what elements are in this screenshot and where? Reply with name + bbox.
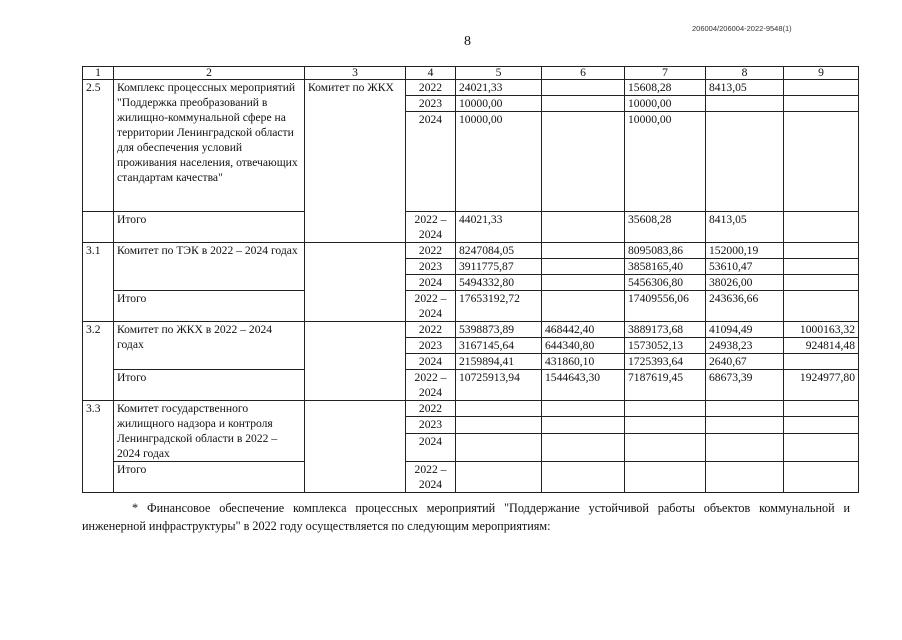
section-name: Комитет по ТЭК в 2022 – 2024 годах [114, 243, 305, 291]
total-row [83, 212, 859, 243]
table-row [83, 80, 859, 96]
value-cell [784, 433, 859, 461]
value-cell: 2159894,41 [456, 354, 542, 370]
table-row [83, 322, 859, 338]
value-cell: 10000,00 [456, 96, 542, 112]
value-cell: 1924977,80 [784, 370, 859, 401]
value-cell [784, 401, 859, 417]
column-header: 5 [456, 67, 542, 80]
value-cell [625, 417, 706, 433]
value-cell [456, 433, 542, 461]
value-cell: 1000163,32 [784, 322, 859, 338]
value-cell [784, 417, 859, 433]
executor-cell: Комитет по ЖКХ [305, 80, 406, 243]
value-cell [784, 112, 859, 212]
value-cell [456, 401, 542, 417]
value-cell: 644340,80 [542, 338, 625, 354]
value-cell: 2640,67 [706, 354, 784, 370]
value-cell [706, 401, 784, 417]
value-cell [542, 259, 625, 275]
value-cell: 17653192,72 [456, 291, 542, 322]
value-cell [706, 112, 784, 212]
executor-cell [305, 322, 406, 401]
year-cell: 2023 [406, 338, 456, 354]
value-cell: 53610,47 [706, 259, 784, 275]
value-cell: 5494332,80 [456, 275, 542, 291]
value-cell: 1725393,64 [625, 354, 706, 370]
year-cell: 2022 [406, 401, 456, 417]
total-label: Итого [114, 291, 305, 322]
column-header: 6 [542, 67, 625, 80]
year-cell: 2024 [406, 275, 456, 291]
year-cell: 2022 [406, 322, 456, 338]
value-cell: 8247084,05 [456, 243, 542, 259]
year-range-cell: 2022 – 2024 [406, 462, 456, 493]
total-label: Итого [114, 370, 305, 401]
column-header: 1 [83, 67, 114, 80]
value-cell [706, 96, 784, 112]
value-cell [542, 417, 625, 433]
value-cell [542, 80, 625, 96]
year-cell: 2023 [406, 96, 456, 112]
value-cell: 8095083,86 [625, 243, 706, 259]
value-cell: 44021,33 [456, 212, 542, 243]
value-cell: 3858165,40 [625, 259, 706, 275]
value-cell: 8413,05 [706, 80, 784, 96]
value-cell: 924814,48 [784, 338, 859, 354]
value-cell [784, 96, 859, 112]
value-cell: 24938,23 [706, 338, 784, 354]
section-name: Комплекс процессных мероприятий "Поддержка преобразований в жилищно-коммунальной сфере на территории Ленинградской области для обеспечения условий проживания населения, отвечающих стандартам качества" [114, 80, 305, 212]
column-header: 3 [305, 67, 406, 80]
value-cell: 1573052,13 [625, 338, 706, 354]
total-row [83, 370, 859, 401]
total-row [83, 291, 859, 322]
value-cell: 3911775,87 [456, 259, 542, 275]
section-number: 3.1 [83, 243, 114, 322]
value-cell [784, 259, 859, 275]
year-range-cell: 2022 – 2024 [406, 212, 456, 243]
value-cell: 41094,49 [706, 322, 784, 338]
value-cell: 468442,40 [542, 322, 625, 338]
page-number: 8 [464, 34, 471, 49]
value-cell: 5398873,89 [456, 322, 542, 338]
value-cell [784, 462, 859, 493]
value-cell [542, 243, 625, 259]
value-cell: 431860,10 [542, 354, 625, 370]
executor-cell [305, 243, 406, 322]
year-cell: 2024 [406, 433, 456, 461]
value-cell [542, 433, 625, 461]
value-cell: 7187619,45 [625, 370, 706, 401]
total-label: Итого [114, 212, 305, 243]
value-cell [784, 80, 859, 96]
year-cell: 2022 [406, 243, 456, 259]
document-id: 206004/206004-2022-9548(1) [692, 24, 792, 33]
year-cell: 2024 [406, 354, 456, 370]
total-row [83, 462, 859, 493]
column-header: 2 [114, 67, 305, 80]
value-cell: 10000,00 [625, 96, 706, 112]
section-name: Комитет по ЖКХ в 2022 – 2024 годах [114, 322, 305, 370]
value-cell: 17409556,06 [625, 291, 706, 322]
value-cell [542, 401, 625, 417]
value-cell: 3889173,68 [625, 322, 706, 338]
value-cell [784, 243, 859, 259]
table-row [83, 401, 859, 417]
year-range-cell: 2022 – 2024 [406, 370, 456, 401]
value-cell: 35608,28 [625, 212, 706, 243]
value-cell [706, 417, 784, 433]
value-cell: 38026,00 [706, 275, 784, 291]
value-cell [542, 212, 625, 243]
value-cell: 10725913,94 [456, 370, 542, 401]
section-number: 3.3 [83, 401, 114, 493]
value-cell: 15608,28 [625, 80, 706, 96]
year-cell: 2022 [406, 80, 456, 96]
value-cell: 3167145,64 [456, 338, 542, 354]
year-cell: 2023 [406, 417, 456, 433]
value-cell: 1544643,30 [542, 370, 625, 401]
column-header: 4 [406, 67, 456, 80]
value-cell: 5456306,80 [625, 275, 706, 291]
value-cell [625, 401, 706, 417]
value-cell [706, 433, 784, 461]
value-cell: 8413,05 [706, 212, 784, 243]
value-cell [542, 291, 625, 322]
year-cell: 2024 [406, 112, 456, 212]
financing-table [82, 66, 859, 493]
column-header: 7 [625, 67, 706, 80]
value-cell: 24021,33 [456, 80, 542, 96]
section-number-blank [83, 212, 114, 243]
table-row [83, 243, 859, 259]
value-cell [542, 275, 625, 291]
value-cell: 68673,39 [706, 370, 784, 401]
value-cell [784, 212, 859, 243]
column-header: 9 [784, 67, 859, 80]
value-cell [784, 354, 859, 370]
column-header: 8 [706, 67, 784, 80]
value-cell: 152000,19 [706, 243, 784, 259]
year-range-cell: 2022 – 2024 [406, 291, 456, 322]
value-cell [784, 291, 859, 322]
value-cell [542, 96, 625, 112]
executor-cell [305, 401, 406, 493]
value-cell [456, 417, 542, 433]
footnote: * Финансовое обеспечение комплекса процессных мероприятий "Поддержание устойчивой работы объектов коммунальной и инженерной инфраструктуры" в 2022 году осуществляется по следующим мероприятиям: [82, 501, 850, 533]
total-label: Итого [114, 462, 305, 493]
section-name: Комитет государственного жилищного надзора и контроля Ленинградской области в 2022 – 2024 годах [114, 401, 305, 462]
value-cell [456, 462, 542, 493]
value-cell [784, 275, 859, 291]
value-cell [706, 462, 784, 493]
value-cell [625, 433, 706, 461]
value-cell: 10000,00 [625, 112, 706, 212]
section-number: 3.2 [83, 322, 114, 401]
column-header-row [83, 67, 859, 80]
value-cell: 243636,66 [706, 291, 784, 322]
section-number: 2.5 [83, 80, 114, 212]
value-cell [542, 112, 625, 212]
value-cell [542, 462, 625, 493]
value-cell [625, 462, 706, 493]
value-cell: 10000,00 [456, 112, 542, 212]
year-cell: 2023 [406, 259, 456, 275]
